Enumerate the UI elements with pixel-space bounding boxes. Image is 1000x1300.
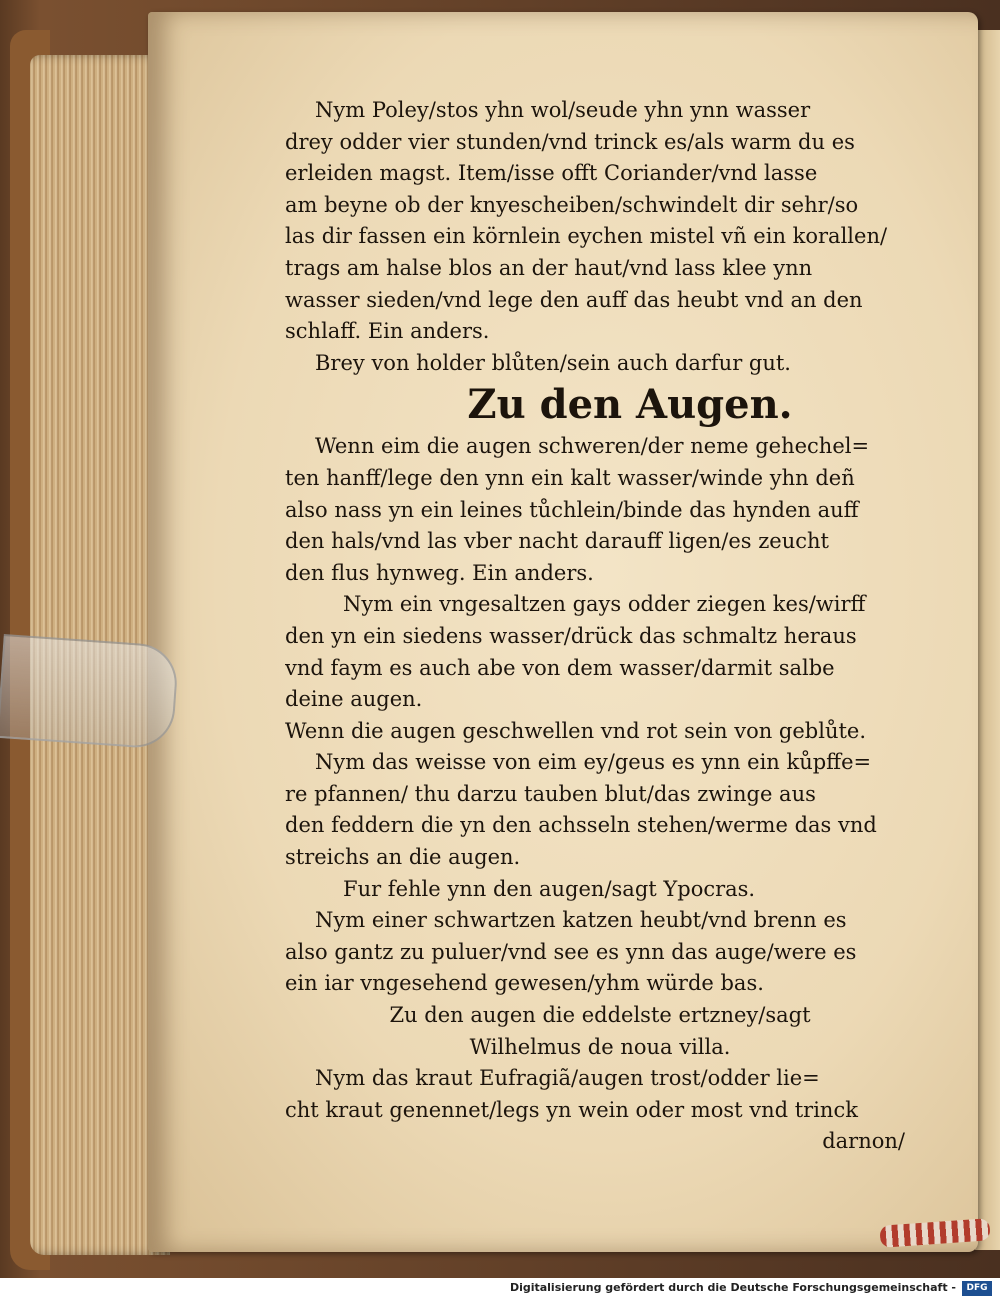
text-line: wasser sieden/vnd lege den auff das heubt vnd an den bbox=[285, 287, 863, 312]
text-line: vnd faym es auch abe von dem wasser/darmit salbe bbox=[285, 655, 835, 680]
text-line: Wenn eim die augen schweren/der neme gehechel= bbox=[315, 434, 870, 459]
section-heading: Zu den Augen. bbox=[467, 381, 793, 429]
footer-bar bbox=[0, 1278, 1000, 1300]
text-line: also gantz zu puluer/vnd see es ynn das auge/were es bbox=[285, 939, 857, 964]
dfg-logo: DFG bbox=[962, 1281, 992, 1296]
text-line: Nym das kraut Eufragiã/augen trost/odder lie= bbox=[315, 1066, 820, 1091]
text-line: schlaff. Ein anders. bbox=[285, 319, 490, 344]
text-line: darnon/ bbox=[822, 1129, 905, 1154]
text-line: Nym einer schwartzen katzen heubt/vnd brenn es bbox=[315, 908, 847, 933]
text-line: trags am halse blos an der haut/vnd lass klee ynn bbox=[285, 255, 813, 280]
text-line: ein iar vngesehend gewesen/yhm würde bas. bbox=[285, 971, 764, 996]
text-line: Nym das weisse von eim ey/geus es ynn ein kůpffe= bbox=[315, 750, 872, 775]
text-line: am beyne ob der knyescheiben/schwindelt dir sehr/so bbox=[285, 192, 859, 217]
text-section-1 bbox=[285, 95, 915, 379]
text-line: Wilhelmus de noua villa. bbox=[469, 1034, 731, 1059]
text-line: deine augen. bbox=[285, 687, 423, 712]
text-line: las dir fassen ein körnlein eychen mistel vñ ein korallen/ bbox=[285, 224, 888, 249]
text-line: den hals/vnd las vber nacht darauff ligen/es zeucht bbox=[285, 529, 829, 554]
text-line: Brey von holder blůten/sein auch darfur gut. bbox=[315, 350, 791, 375]
text-line: Nym ein vngesaltzen gays odder ziegen kes/wirff bbox=[343, 592, 866, 617]
plastic-page-marker bbox=[0, 634, 179, 750]
text-line: Zu den augen die eddelste ertzney/sagt bbox=[389, 1003, 811, 1028]
text-line: erleiden magst. Item/isse offt Coriander/vnd lasse bbox=[285, 161, 818, 186]
text-line: Nym Poley/stos yhn wol/seude yhn ynn wasser bbox=[315, 98, 811, 122]
text-line: also nass yn ein leines tůchlein/binde das hynden auff bbox=[285, 497, 859, 522]
facing-page-edge bbox=[975, 30, 1000, 1250]
text-line: den flus hynweg. Ein anders. bbox=[285, 560, 594, 585]
text-line: ten hanff/lege den ynn ein kalt wasser/winde yhn deñ bbox=[285, 465, 855, 490]
text-line: den feddern die yn den achsseln stehen/werme das vnd bbox=[285, 813, 877, 838]
text-line: drey odder vier stunden/vnd trinck es/als warm du es bbox=[285, 129, 855, 154]
text-line: den yn ein siedens wasser/drück das schmaltz heraus bbox=[285, 623, 857, 648]
page-text-block bbox=[285, 95, 915, 1158]
text-line: Fur fehle ynn den augen/sagt Ypocras. bbox=[343, 876, 756, 901]
text-line: Wenn die augen geschwellen vnd rot sein von geblůte. bbox=[285, 718, 867, 743]
footer-credit: Digitalisierung gefördert durch die Deutsche Forschungsgemeinschaft - bbox=[509, 1281, 956, 1294]
text-line: re pfannen/ thu darzu tauben blut/das zwinge aus bbox=[285, 781, 816, 806]
text-section-2 bbox=[285, 431, 915, 1158]
text-line: cht kraut genennet/legs yn wein oder most vnd trinck bbox=[285, 1097, 858, 1122]
text-line: streichs an die augen. bbox=[285, 845, 521, 870]
